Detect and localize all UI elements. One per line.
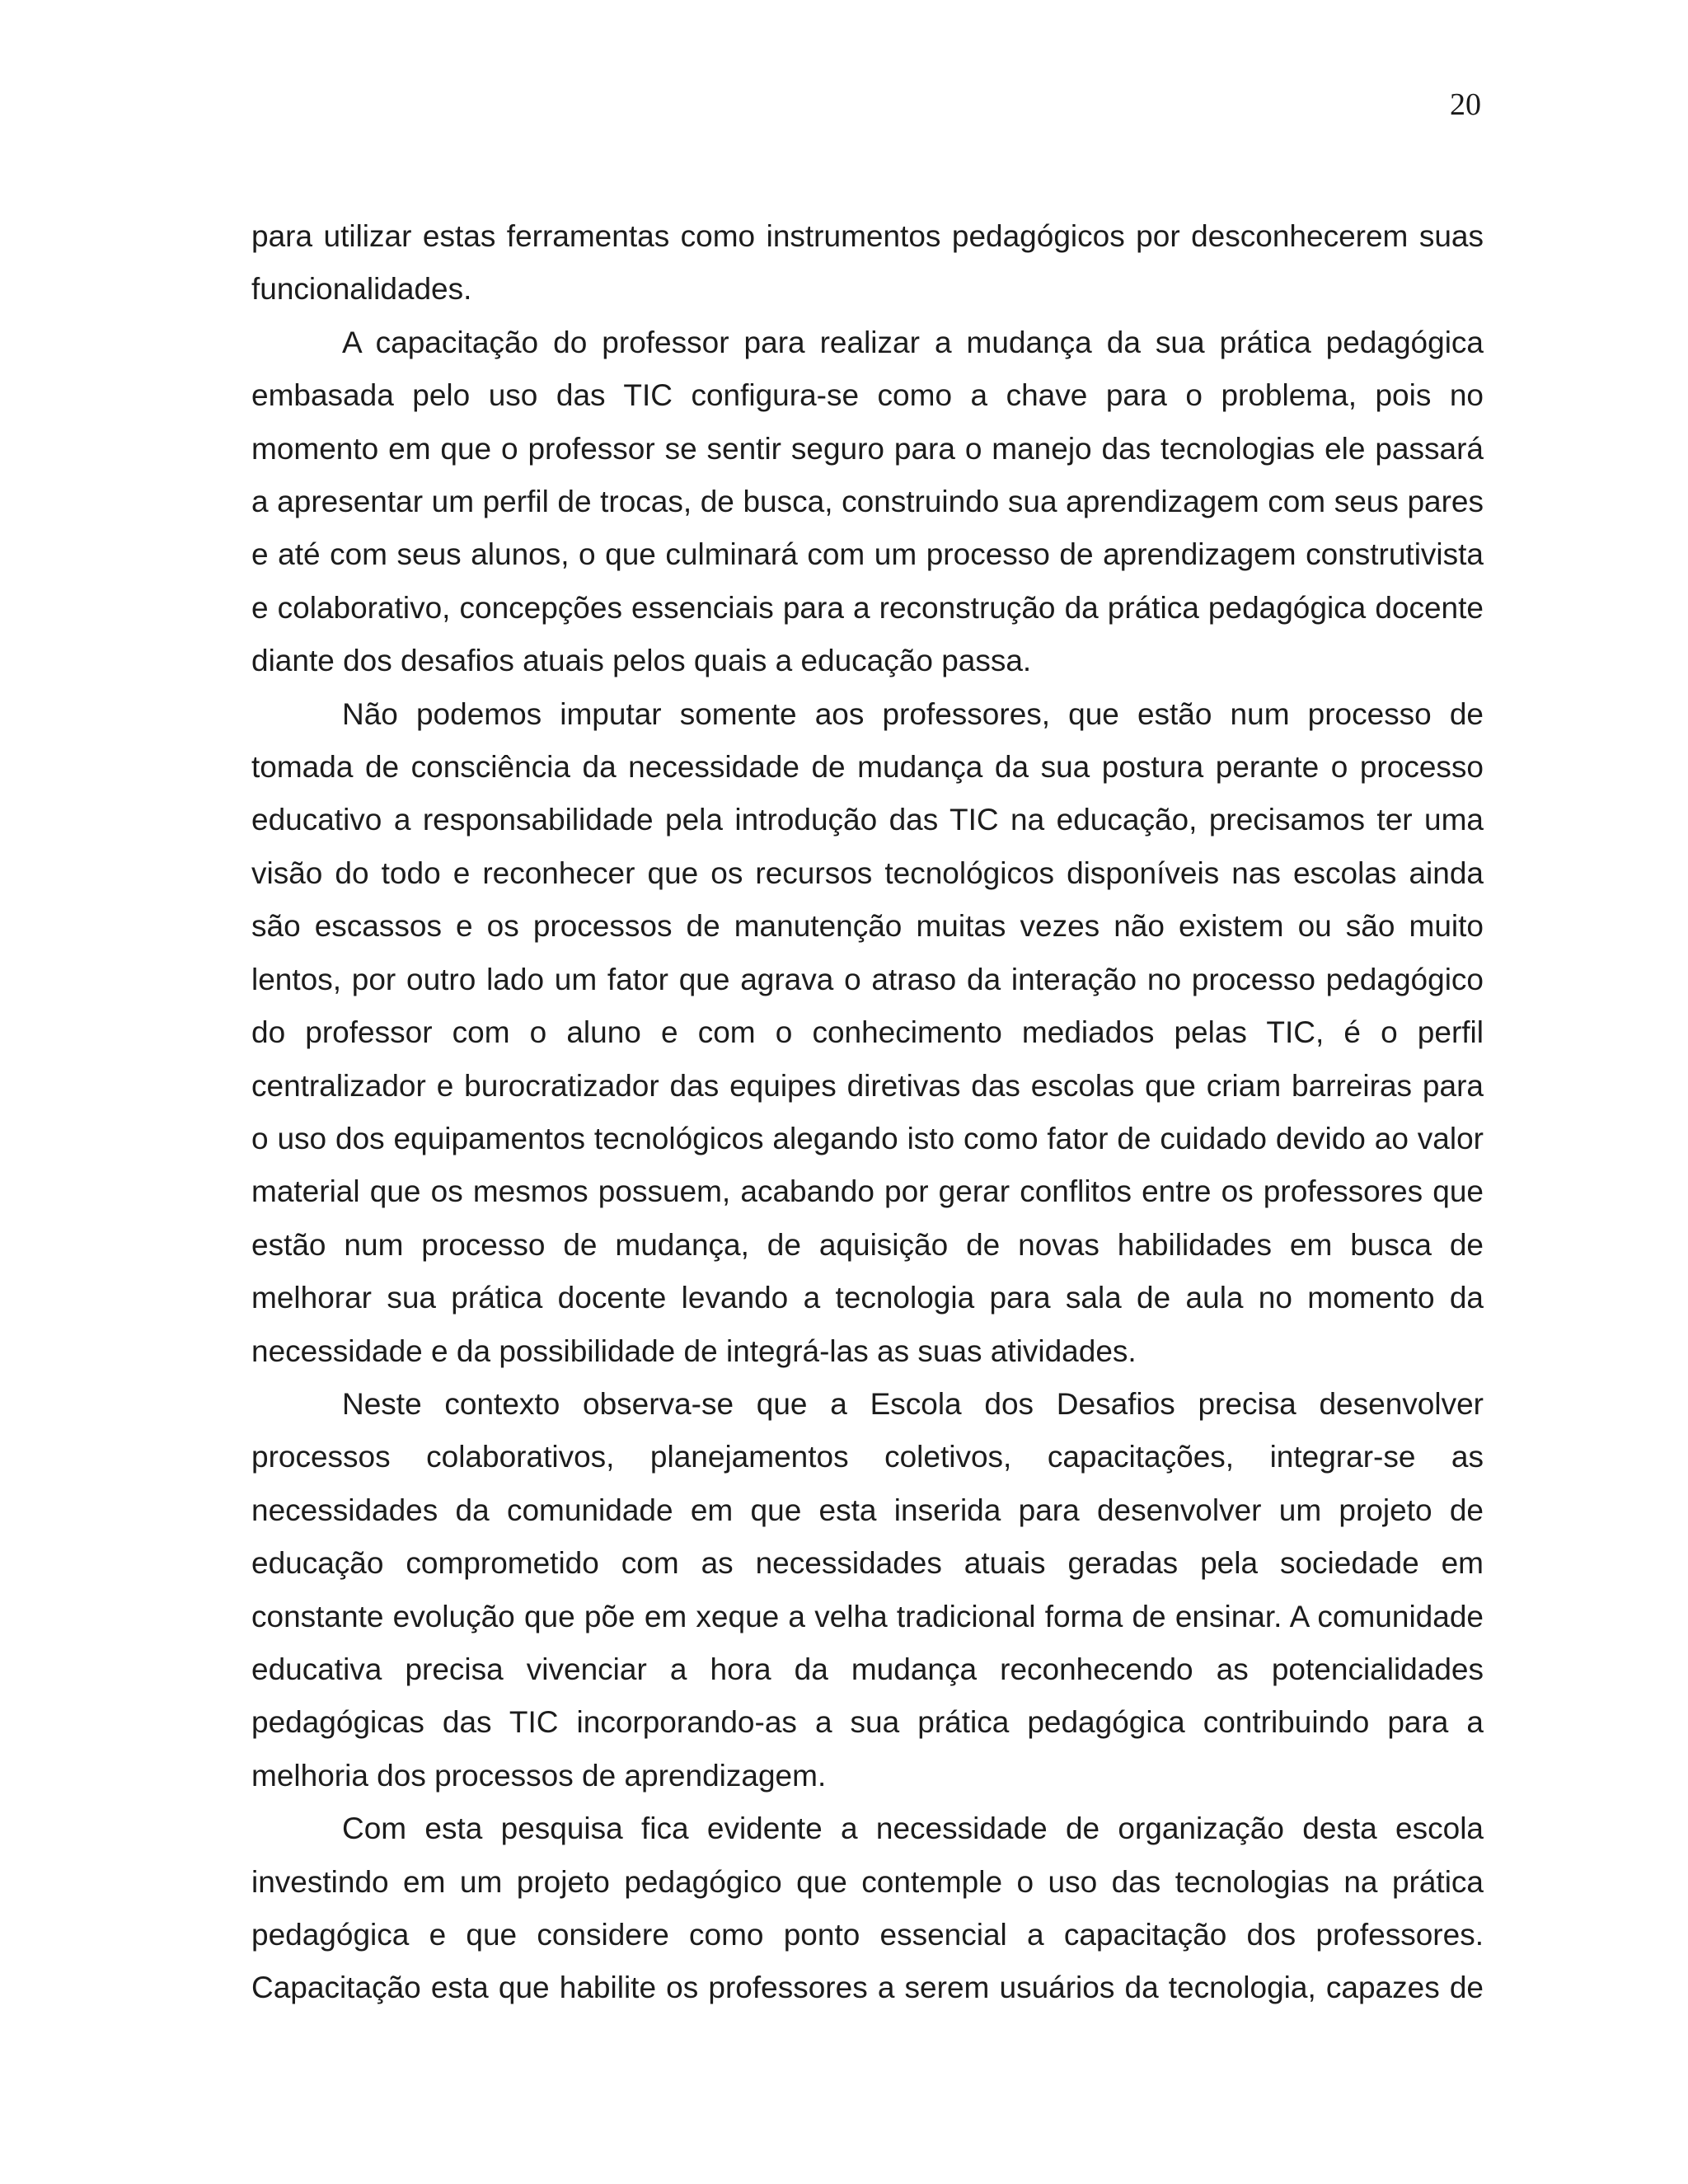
paragraph-research-conclusion: Com esta pesquisa fica evidente a necessidade de organização desta escola investindo em um projeto pedagógico que contemple o uso das tecnologias na prática pedagógica e que considere como ponto essencial a capacitação dos professores. Capacitação esta que habilite os professores a serem usuários da tecnologia, capazes de	[251, 1811, 1484, 2005]
page-number: 20	[1450, 87, 1481, 122]
paragraph-responsibility: Não podemos imputar somente aos professores, que estão num processo de tomada de consciência da necessidade de mudança da sua postura perante o processo educativo a responsabilidade pela introdução das TIC na educação, precisamos ter uma visão do todo e reconhecer que os recursos tecnológicos disponíveis nas escolas ainda são escassos e os processos de manutenção muitas vezes não existem ou são muito lentos, por outro lado um fator que agrava o atraso da interação no processo pedagógico do professor com o aluno e com o conhecimento mediados pelas TIC, é o perfil centralizador e burocratizador das equipes diretivas das escolas que criam barreiras para o uso dos equipamentos tecnológicos alegando isto como fator de cuidado devido ao valor material que os mesmos possuem, acabando por gerar conflitos entre os professores que estão num processo de mudança, de aquisição de novas habilidades em busca de melhorar sua prática docente levando a tecnologia para sala de aula no momento da necessidade e da possibilidade de integrá-las as suas atividades.	[251, 696, 1484, 1368]
paragraph-continuation: para utilizar estas ferramentas como instrumentos pedagógicos por desconhecerem suas funcionalidades.	[251, 219, 1484, 307]
body-text	[251, 210, 1484, 2015]
paragraph-school-context: Neste contexto observa-se que a Escola dos Desafios precisa desenvolver processos colaborativos, planejamentos coletivos, capacitações, integrar-se as necessidades da comunidade em que esta inserida para desenvolver um projeto de educação comprometido com as necessidades atuais geradas pela sociedade em constante evolução que põe em xeque a velha tradicional forma de ensinar. A comunidade educativa precisa vivenciar a hora da mudança reconhecendo as potencialidades pedagógicas das TIC incorporando-as a sua prática pedagógica contribuindo para a melhoria dos processos de aprendizagem.	[251, 1386, 1484, 1793]
paragraph-teacher-training: A capacitação do professor para realizar a mudança da sua prática pedagógica embasada pelo uso das TIC configura-se como a chave para o problema, pois no momento em que o professor se sentir seguro para o manejo das tecnologias ele passará a apresentar um perfil de trocas, de busca, construindo sua aprendizagem com seus pares e até com seus alunos, o que culminará com um processo de aprendizagem construtivista e colaborativo, concepções essenciais para a reconstrução da prática pedagógica docente diante dos desafios atuais pelos quais a educação passa.	[251, 325, 1484, 678]
